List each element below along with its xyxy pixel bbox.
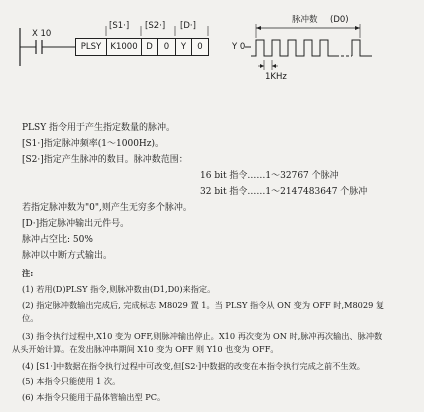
note-1: (1) 若用(D)PLSY 指令,则脉冲数由(D1,D0)来指定。 [22, 284, 216, 294]
intro-text: PLSY 指令用于产生指定数量的脉冲。 [22, 123, 176, 133]
operand-header-s1: [S1·] [109, 21, 130, 31]
s2-text: [S2·]指定产生脉冲的数目。脉冲数范围： [22, 155, 188, 165]
pulse-count-label: 脉冲数 [292, 15, 318, 25]
instruction-cell-d-device: Y [175, 38, 192, 56]
frequency-label: 1KHz [265, 72, 287, 82]
note-4: (4) [S1·]中数据在指令执行过程中可改变,但[S2·]中数据的改变在本指令执行完成之前不生效。 [22, 361, 365, 371]
diagram-lines [0, 0, 424, 110]
note-3-continued: 从头开始计算。在发出脉冲串期间 X10 变为 OFF 则 Y10 也变为 OFF。 [12, 344, 279, 354]
operand-header-s2: [S2·] [145, 21, 166, 31]
notes-title: 注: [22, 268, 34, 278]
interrupt-text: 脉冲以中断方式输出。 [22, 251, 113, 261]
instruction-cell-d-number: 0 [191, 38, 209, 56]
note-2-continued: 位。 [22, 313, 39, 323]
s1-text: [S1·]指定脉冲频率(1～1000Hz)。 [22, 139, 165, 149]
instruction-cell-s2-device: D [141, 38, 158, 56]
note-2: (2) 指定脉冲数输出完成后, 完成标志 M8029 置 1。当 PLSY 指令从 ON 变为 OFF 时,M8029 复 [22, 300, 385, 310]
range-32bit: 32 bit 指令……1～2147483647 个脉冲 [200, 187, 368, 197]
note-6: (6) 本指令只能用于晶体管输出型 PC。 [22, 392, 166, 402]
instruction-cell-s2-number: 0 [157, 38, 176, 56]
instruction-cell-mnemonic: PLSY [75, 38, 107, 56]
duty-text: 脉冲占空比: 50% [22, 235, 93, 245]
operand-header-d: [D·] [180, 21, 196, 31]
note-3: (3) 指令执行过程中,X10 变为 OFF,则脉冲输出停止。X10 再次变为 ON 时,脉冲再次输出、脉冲数 [22, 331, 383, 341]
range-16bit: 16 bit 指令……1～32767 个脉冲 [200, 171, 339, 181]
zero-text: 若指定脉冲数为"0",则产生无穷多个脉冲。 [22, 203, 192, 213]
d0-label: (D0) [330, 15, 349, 25]
d-text: [D·]指定脉冲输出元件号。 [22, 219, 130, 229]
note-5: (5) 本指令只能使用 1 次。 [22, 376, 121, 386]
contact-label: X 10 [32, 29, 52, 39]
instruction-cell-s1: K1000 [106, 38, 142, 56]
plsy-diagram [0, 0, 424, 110]
output-label: Y 0 [232, 42, 246, 52]
